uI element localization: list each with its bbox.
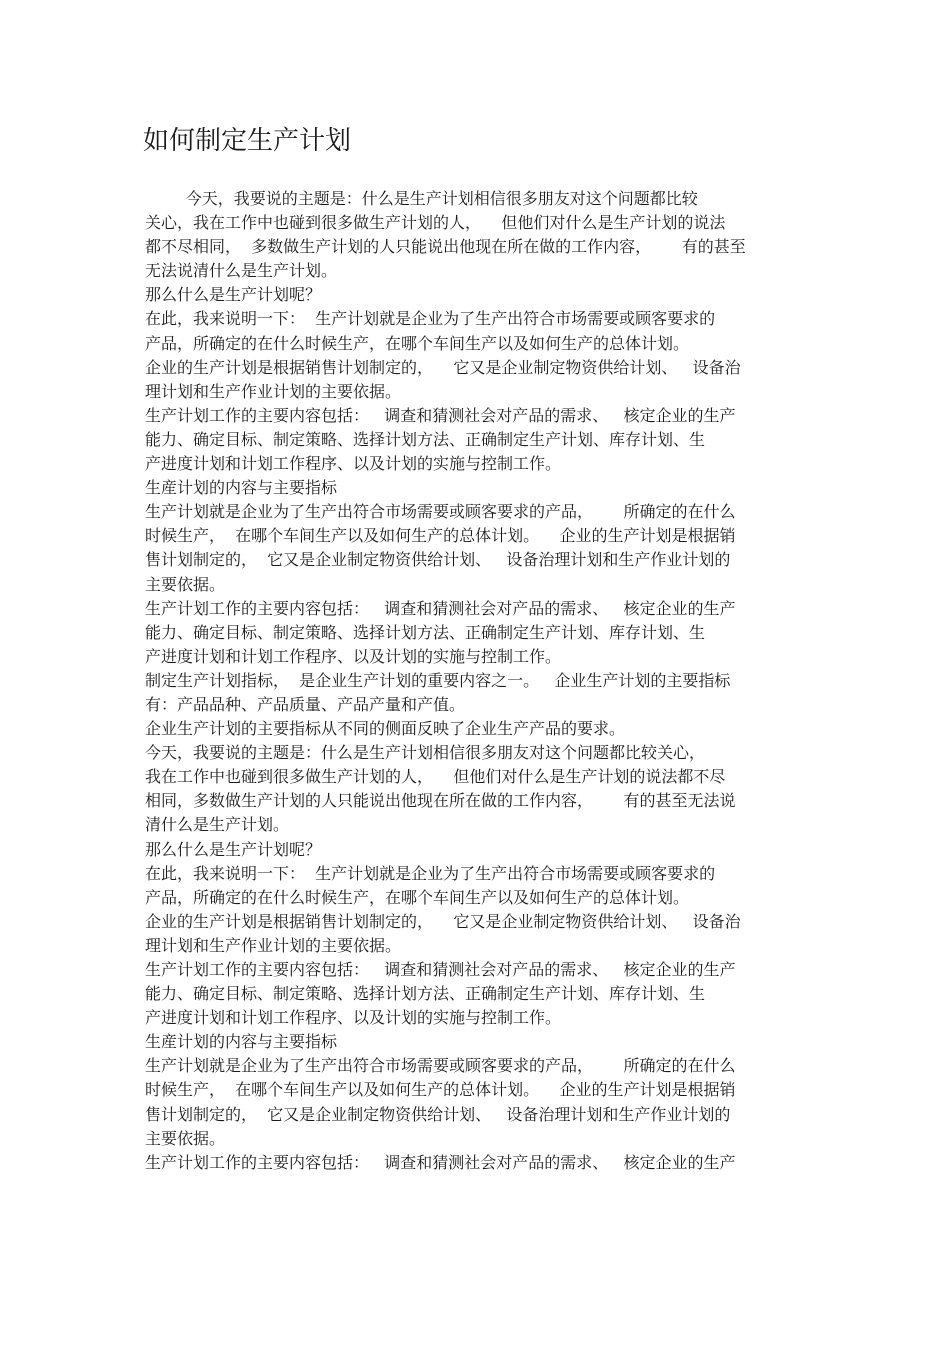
text-line: 清什么是生产计划。	[145, 815, 290, 835]
text-line: 产品，所确定的在什么时候生产，在哪个车间生产以及如何生产的总体计划。	[145, 333, 690, 353]
document-title: 如何制定生产计划	[143, 126, 352, 156]
text-line: 生産计划的内容与主要指标	[145, 478, 338, 498]
text-line: 生产计划工作的主要内容包括： 调查和猜测社会对产品的需求、 核定企业的生产	[145, 960, 736, 979]
text-line: 今天，我要说的主题是：什么是生产计划相信很多朋友对这个问题都比较	[145, 189, 698, 208]
text-line: 关心，我在工作中也碰到很多做生产计划的人， 但他们对什么是生产计划的说法	[145, 213, 726, 233]
text-line: 我在工作中也碰到很多做生产计划的人， 但他们对什么是生产计划的说法都不尽	[145, 767, 726, 787]
text-line: 理计划和生产作业计划的主要依据。	[145, 381, 402, 401]
text-line: 无法说清什么是生产计划。	[145, 261, 338, 281]
text-line: 主要依据。	[145, 574, 226, 594]
text-line: 在此，我来说明一下： 生产计划就是企业为了生产出符合市场需要或顾客要求的	[145, 863, 716, 883]
text-line: 时候生产， 在哪个车间生产以及如何生产的总体计划。 企业的生产计划是根据销	[145, 1080, 736, 1100]
text-line: 生产计划就是企业为了生产出符合市场需要或顾客要求的产品， 所确定的在什么	[145, 1056, 736, 1076]
text-line: 企业的生产计划是根据销售计划制定的， 它又是企业制定物资供给计划、 设备治	[145, 911, 741, 931]
text-line: 在此，我来说明一下： 生产计划就是企业为了生产出符合市场需要或顾客要求的	[145, 309, 716, 329]
text-line: 生产计划就是企业为了生产出符合市场需要或顾客要求的产品， 所确定的在什么	[145, 502, 736, 522]
text-line: 有：产品品种、产品质量、产品产量和产值。	[145, 694, 466, 714]
text-line: 产进度计划和计划工作程序、以及计划的实施与控制工作。	[145, 646, 562, 666]
text-line: 都不尽相同， 多数做生产计划的人只能说出他现在所在做的工作内容， 有的甚至	[145, 237, 746, 257]
text-line: 理计划和生产作业计划的主要依据。	[145, 935, 402, 955]
text-line: 那么什么是生产计划呢？	[145, 285, 322, 305]
text-line: 生产计划工作的主要内容包括： 调查和猜测社会对产品的需求、 核定企业的生产	[145, 405, 736, 425]
text-line: 生产计划工作的主要内容包括： 调查和猜测社会对产品的需求、 核定企业的生产	[145, 1152, 736, 1172]
text-line: 生産计划的内容与主要指标	[145, 1032, 338, 1052]
text-line: 今天，我要说的主题是：什么是生产计划相信很多朋友对这个问题都比较关心，	[145, 743, 706, 763]
text-line: 售计划制定的， 它又是企业制定物资供给计划、 设备治理计划和生产作业计划的	[145, 1104, 731, 1124]
document-body	[145, 187, 815, 1175]
text-line: 时候生产， 在哪个车间生产以及如何生产的总体计划。 企业的生产计划是根据销	[145, 526, 736, 546]
text-line: 生产计划工作的主要内容包括： 调查和猜测社会对产品的需求、 核定企业的生产	[145, 598, 736, 618]
text-line: 能力、确定目标、制定策略、选择计划方法、正确制定生产计划、库存计划、生	[145, 622, 706, 642]
text-line: 产品，所确定的在什么时候生产，在哪个车间生产以及如何生产的总体计划。	[145, 887, 690, 907]
text-line: 主要依据。	[145, 1128, 226, 1148]
text-line: 能力、确定目标、制定策略、选择计划方法、正确制定生产计划、库存计划、生	[145, 429, 706, 449]
text-line: 产进度计划和计划工作程序、以及计划的实施与控制工作。	[145, 454, 562, 474]
text-line: 那么什么是生产计划呢？	[145, 839, 322, 859]
text-line: 产进度计划和计划工作程序、以及计划的实施与控制工作。	[145, 1008, 562, 1028]
text-line: 相同，多数做生产计划的人只能说出他现在所在做的工作内容， 有的甚至无法说	[145, 791, 736, 811]
text-line: 售计划制定的， 它又是企业制定物资供给计划、 设备治理计划和生产作业计划的	[145, 550, 731, 570]
text-line: 企业生产计划的主要指标从不同的侧面反映了企业生产产品的要求。	[145, 719, 626, 739]
text-line: 制定生产计划指标， 是企业生产计划的重要内容之一。 企业生产计划的主要指标	[145, 670, 731, 690]
text-line: 企业的生产计划是根据销售计划制定的， 它又是企业制定物资供给计划、 设备治	[145, 357, 741, 377]
text-line: 能力、确定目标、制定策略、选择计划方法、正确制定生产计划、库存计划、生	[145, 984, 706, 1004]
